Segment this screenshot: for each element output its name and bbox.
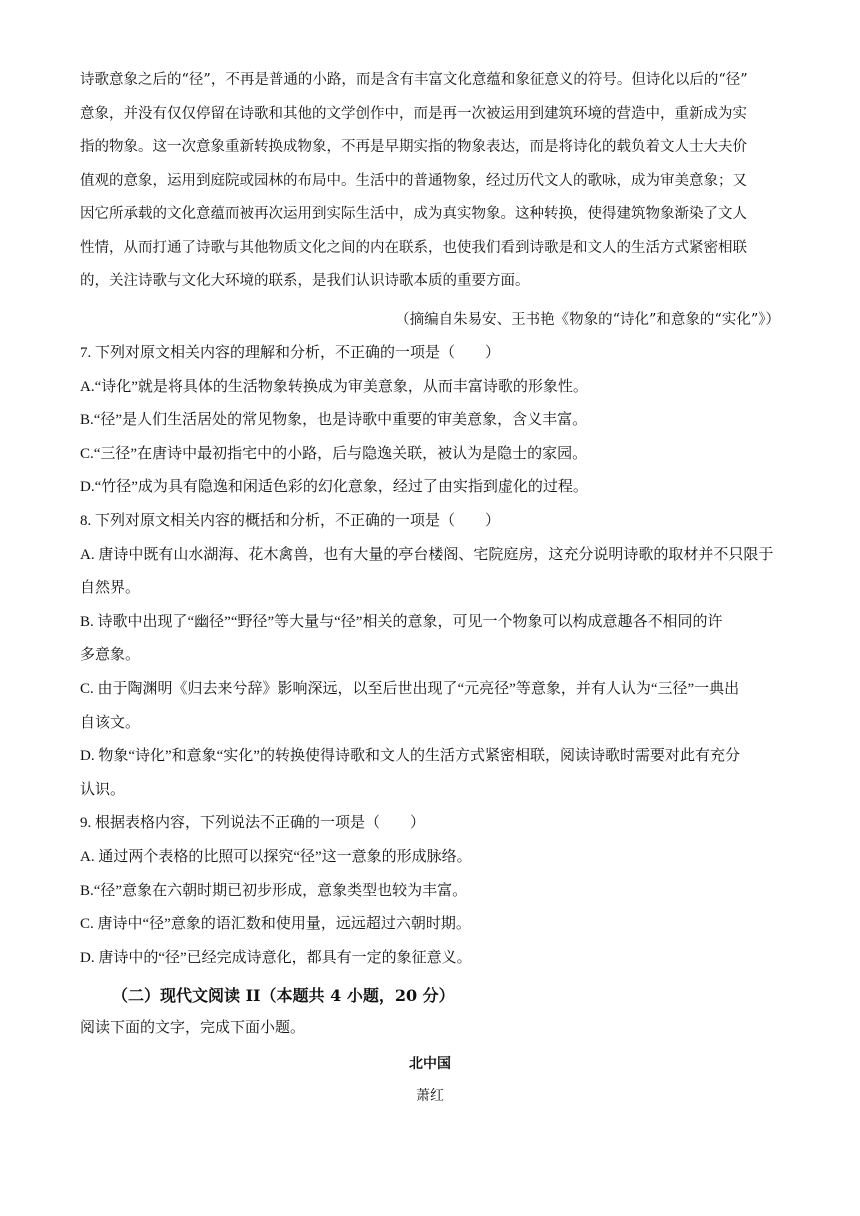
question-8-option-d: D. 物象“诗化”和意象“实化”的转换使得诗歌和文人的生活方式紧密相联，阅读诗歌时需要对此有充分 [80,748,740,765]
question-9-option-d: D. 唐诗中的“径”已经完成诗意化，都具有一定的象征意义。 [80,949,472,966]
question-9-stem: 9. 根据表格内容，下列说法不正确的一项是（ ） [80,815,426,832]
question-8-option-b: B. 诗歌中出现了“幽径”“野径”等大量与“径”相关的意象，可见一个物象可以构成意趣各不相同的许 [80,613,723,630]
passage-line: 性情，从而打通了诗歌与其他物质文化之间的内在联系，也使我们看到诗歌是和文人的生活方式紧密相联 [80,239,747,256]
passage-line: 意象，并没有仅仅停留在诗歌和其他的文学创作中，而是再一次被运用到建筑环境的营造中，重新成为实 [80,105,747,122]
question-7-option-d: D.“竹径”成为具有隐逸和闲适色彩的幻化意象，经过了由实指到虚化的过程。 [80,479,588,496]
section-instruction: 阅读下面的文字，完成下面小题。 [80,1018,306,1036]
question-8-option-b-cont: 多意象。 [80,647,141,664]
passage-line: 因它所承载的文化意蕴而被再次运用到实际生活中，成为真实物象。这种转换，使得建筑物象渐染了文人 [80,206,747,222]
passage-line: 值观的意象，运用到庭院或园林的布局中。生活中的普通物象，经过历代文人的歌咏，成为审美意象；又 [80,172,747,189]
passage-line: 的，关注诗歌与文化大环境的联系，是我们认识诗歌本质的重要方面。 [80,273,530,289]
article-title: 北中国 [409,1056,451,1072]
question-8-option-c-cont: 自该文。 [80,714,141,731]
question-7-option-c: C.“三径”在唐诗中最初指宅中的小路，后与隐逸关联，被认为是隐士的家园。 [80,445,588,462]
question-8-stem: 8. 下列对原文相关内容的概括和分析，不正确的一项是（ ） [80,512,501,529]
question-7-option-b: B.“径”是人们生活居处的常见物象，也是诗歌中重要的审美意象，含义丰富。 [80,412,588,429]
question-7-option-a: A.“诗化”就是将具体的生活物象转换成为审美意象，从而丰富诗歌的形象性。 [80,378,588,395]
question-9-option-a: A. 通过两个表格的比照可以探究“径”这一意象的形成脉络。 [80,848,472,865]
question-8-option-a-cont: 自然界。 [80,580,141,597]
questions-block [80,337,785,975]
question-7-stem: 7. 下列对原文相关内容的理解和分析，不正确的一项是（ ） [80,345,501,361]
passage-line: 指的物象。这一次意象重新转换成物象，不再是早期实指的物象表达，而是将诗化的载负着文人士大夫价 [80,139,747,155]
passage-paragraph [80,64,780,299]
question-9-option-b: B.“径”意象在六朝时期已初步形成，意象类型也较为丰富。 [80,882,468,899]
question-8-option-a: A. 唐诗中既有山水湖海、花木禽兽，也有大量的亭台楼阁、宅院庭房，这充分说明诗歌的取材并不只限于 [80,546,774,563]
question-9-option-c: C. 唐诗中“径”意象的语汇数和使用量，远远超过六朝时期。 [80,916,471,933]
question-8-option-d-cont: 认识。 [80,781,126,798]
passage-line: 诗歌意象之后的“径”，不再是普通的小路，而是含有丰富文化意蕴和象征意义的符号。但诗化以后的“径” [80,72,748,88]
article-author: 萧红 [416,1088,444,1104]
section-heading: （二）现代文阅读 II（本题共 4 小题，20 分） [112,986,455,1005]
question-8-option-c: C. 由于陶渊明《归去来兮辞》影响深远，以至后世出现了“元亮径”等意象，并有人认为“三径”一典出 [80,680,740,697]
passage-source: （摘编自朱易安、王书艳《物象的“诗化”和意象的“实化”》） [395,312,780,328]
